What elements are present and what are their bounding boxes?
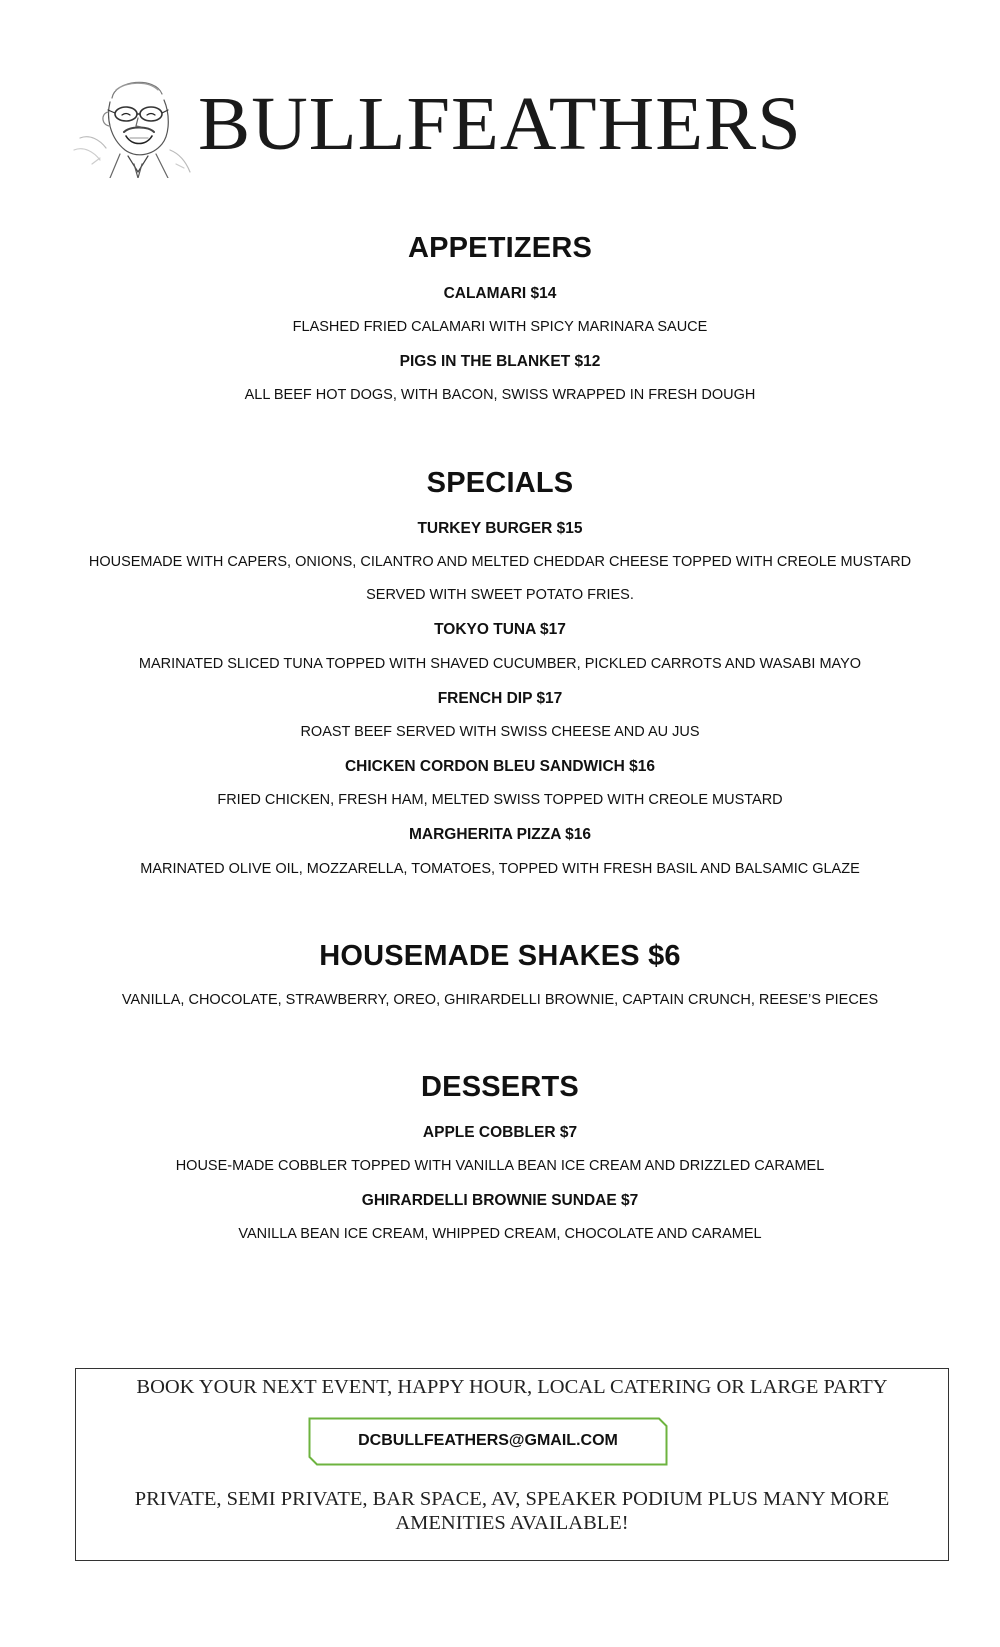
menu-item-description-continued: SERVED WITH SWEET POTATO FRIES.: [366, 587, 634, 603]
amenities-line-1: PRIVATE, SEMI PRIVATE, BAR SPACE, AV, SPEAKER PODIUM PLUS MANY MORE: [134, 1488, 890, 1510]
section-title-specials: SPECIALS: [426, 467, 574, 499]
menu-item-name: CHICKEN CORDON BLEU SANDWICH $16: [344, 758, 656, 775]
menu-item-description: HOUSE-MADE COBBLER TOPPED WITH VANILLA BEAN ICE CREAM AND DRIZZLED CARAMEL: [175, 1158, 825, 1174]
section-title-appetizers: APPETIZERS: [407, 232, 593, 264]
email-badge: [308, 1417, 668, 1466]
booking-info-box: [75, 1368, 949, 1561]
restaurant-logo: [70, 68, 900, 178]
menu-item-name: GHIRARDELLI BROWNIE SUNDAE $7: [361, 1192, 639, 1209]
shake-flavors: VANILLA, CHOCOLATE, STRAWBERRY, OREO, GHIRARDELLI BROWNIE, CAPTAIN CRUNCH, REESE’S PIECES: [121, 992, 879, 1008]
menu-item-name: APPLE COBBLER $7: [422, 1124, 578, 1141]
menu-item-name: MARGHERITA PIZZA $16: [409, 826, 591, 843]
menu-item-description: MARINATED OLIVE OIL, MOZZARELLA, TOMATOES, TOPPED WITH FRESH BASIL AND BALSAMIC GLAZE: [140, 861, 860, 877]
menu-item-description: FRIED CHICKEN, FRESH HAM, MELTED SWISS TOPPED WITH CREOLE MUSTARD: [217, 792, 783, 808]
section-title-shakes: HOUSEMADE SHAKES $6: [319, 940, 681, 972]
menu-item-description: HOUSEMADE WITH CAPERS, ONIONS, CILANTRO AND MELTED CHEDDAR CHEESE TOPPED WITH CREOLE MUSTARD: [88, 554, 912, 570]
menu-item-name: CALAMARI $14: [443, 285, 557, 302]
portrait-sketch-icon: [70, 68, 200, 178]
amenities-line-2: AMENITIES AVAILABLE!: [395, 1512, 629, 1534]
menu-item-name: FRENCH DIP $17: [437, 690, 563, 707]
logo-wordmark: BULLFEATHERS: [198, 82, 802, 166]
menu-item-description: ALL BEEF HOT DOGS, WITH BACON, SWISS WRAPPED IN FRESH DOUGH: [244, 387, 756, 403]
menu-item-description: MARINATED SLICED TUNA TOPPED WITH SHAVED CUCUMBER, PICKLED CARROTS AND WASABI MAYO: [138, 656, 862, 672]
section-title-desserts: DESSERTS: [421, 1071, 579, 1103]
booking-headline: BOOK YOUR NEXT EVENT, HAPPY HOUR, LOCAL CATERING OR LARGE PARTY: [136, 1376, 888, 1398]
menu-item-name: TOKYO TUNA $17: [434, 621, 566, 638]
menu-item-name: TURKEY BURGER $15: [417, 520, 583, 537]
menu-item-description: ROAST BEEF SERVED WITH SWISS CHEESE AND AU JUS: [300, 724, 700, 740]
menu-item-name: PIGS IN THE BLANKET $12: [399, 353, 601, 370]
menu-item-description: FLASHED FRIED CALAMARI WITH SPICY MARINARA SAUCE: [292, 319, 708, 335]
menu-item-description: VANILLA BEAN ICE CREAM, WHIPPED CREAM, CHOCOLATE AND CARAMEL: [238, 1226, 762, 1242]
email-link[interactable]: DCBULLFEATHERS@GMAIL.COM: [358, 1432, 618, 1449]
